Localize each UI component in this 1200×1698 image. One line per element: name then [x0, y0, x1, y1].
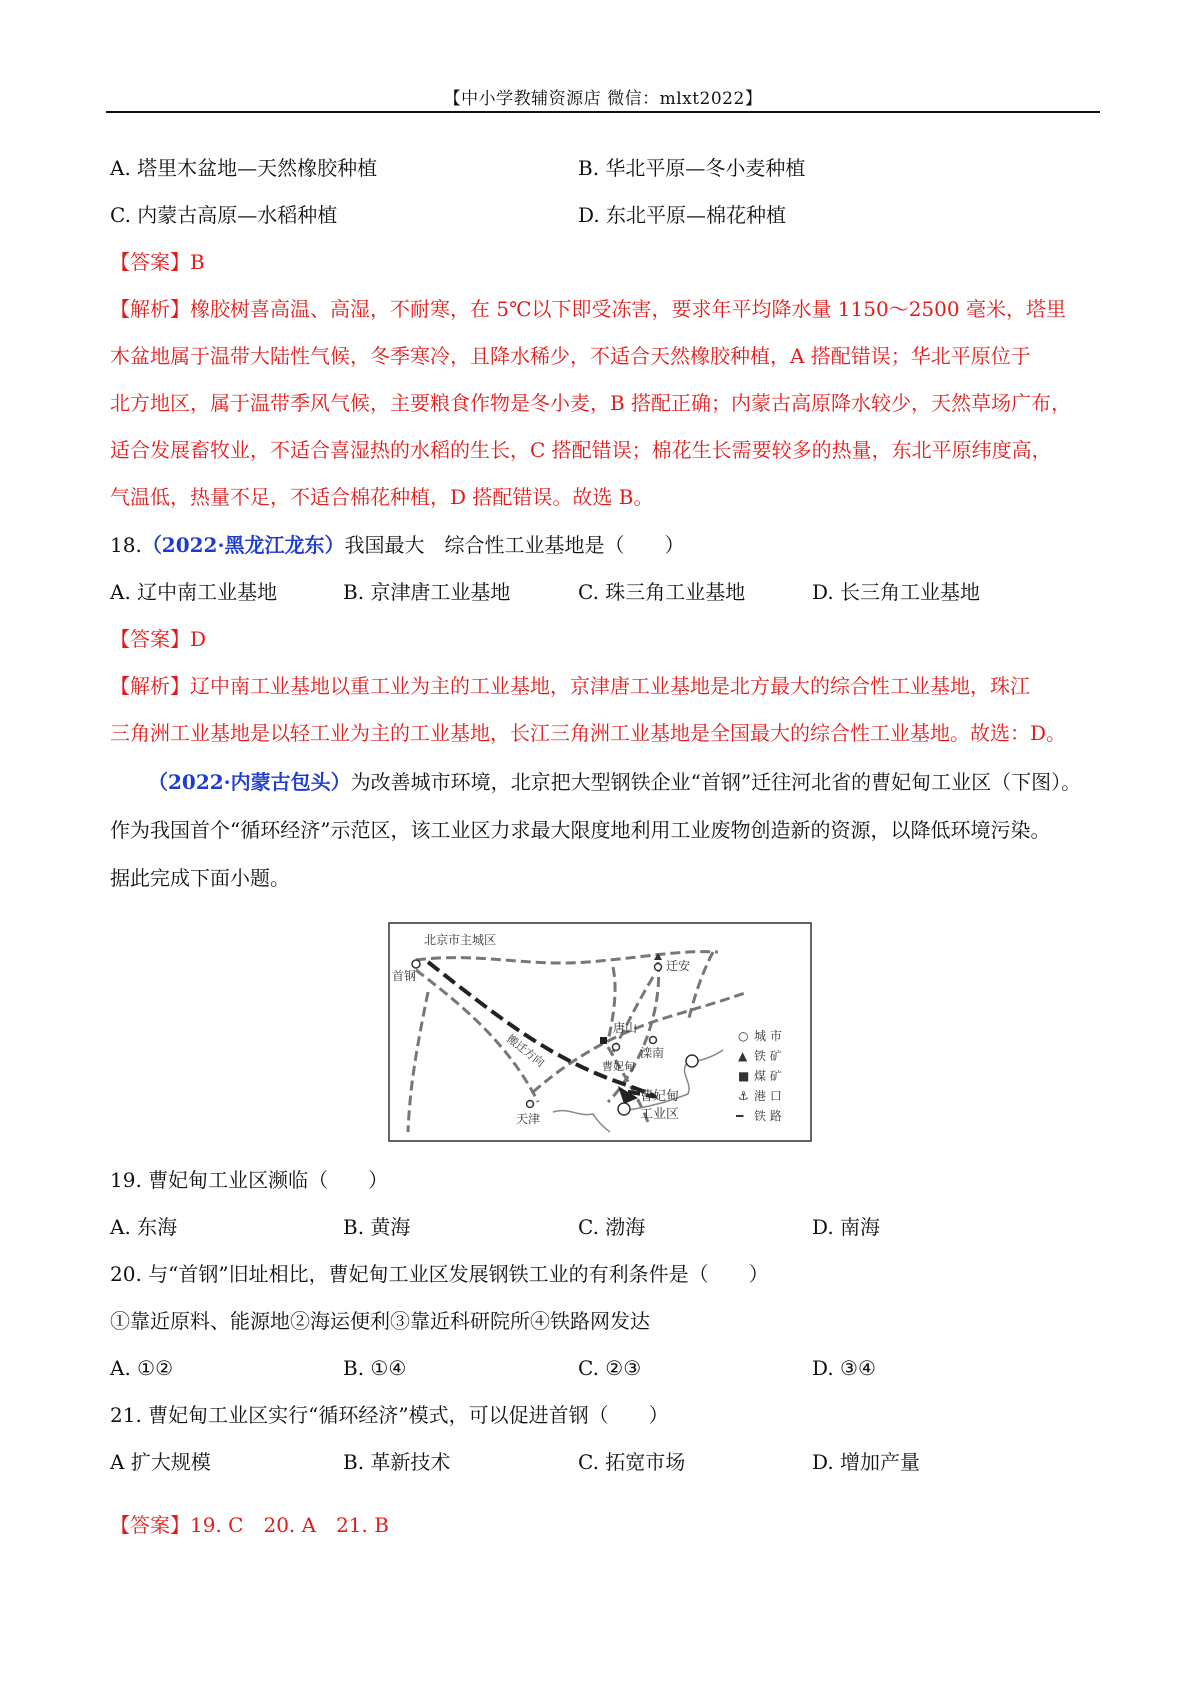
answer-value: B	[190, 250, 205, 274]
answer-value: 19. C 20. A 21. B	[190, 1513, 389, 1537]
q18-answer	[110, 624, 206, 654]
q17-option-d: D. 东北平原—棉花种植	[578, 203, 787, 227]
tangshan-marker	[613, 1044, 620, 1051]
legend-port-icon: ⚓	[738, 1089, 749, 1103]
q18-option-c: C. 珠三角工业基地	[578, 580, 746, 604]
q17-analysis-line: 木盆地属于温带大陆性气候，冬季寒冷，且降水稀少，不适合天然橡胶种植，A 搭配错误；华北平原位于	[110, 344, 1031, 368]
page-header: 【中小学教辅资源店 微信：mlxt2022】	[443, 89, 763, 109]
caofeidian-map	[388, 922, 812, 1142]
legend-label: 铁 路	[754, 1109, 782, 1123]
q18-option-b: B. 京津唐工业基地	[343, 580, 511, 604]
legend-iron-icon: ▲	[738, 1049, 748, 1063]
map-label: 迁安	[666, 959, 691, 973]
passage-line	[148, 767, 1081, 797]
answer-value: D	[190, 627, 207, 651]
q17-option-c: C. 内蒙古高原—水稻种植	[110, 203, 338, 227]
q19-option-d: D. 南海	[812, 1215, 881, 1239]
q20-option-c: C. ②③	[578, 1356, 642, 1380]
map-label: 曹妃甸	[602, 1060, 635, 1073]
q19-option-a: A. 东海	[110, 1215, 178, 1239]
map-label: 首钢	[392, 969, 417, 983]
port-marker	[686, 1055, 698, 1067]
q18-option-a: A. 辽中南工业基地	[110, 580, 278, 604]
coal-mine-marker	[600, 1037, 607, 1044]
map-label: 曹妃甸	[640, 1089, 680, 1104]
q17-option-a: A. 塔里木盆地—天然橡胶种植	[110, 156, 378, 180]
legend-label: 铁 矿	[754, 1049, 782, 1063]
q19-21-answer	[110, 1510, 389, 1540]
port-marker	[618, 1103, 630, 1115]
map-label: 工业区	[640, 1107, 680, 1122]
q17-analysis-line	[110, 294, 1066, 324]
map-label: 北京市主城区	[424, 933, 497, 947]
answer-tag: 【答案】	[110, 627, 190, 651]
legend-label: 煤 矿	[754, 1069, 782, 1083]
q19-option-c: C. 渤海	[578, 1215, 646, 1239]
question-number: 18.	[110, 533, 142, 557]
q20-option-b: B. ①④	[343, 1356, 407, 1380]
q18-analysis-line: 三角洲工业基地是以轻工业为主的工业基地，长江三角洲工业基地是全国最大的综合性工业基地。故选：D。	[110, 721, 1067, 745]
q19-stem: 19. 曹妃甸工业区濒临（ ）	[110, 1168, 389, 1192]
q18-analysis-line	[110, 671, 1030, 701]
q21-option-b: B. 革新技术	[343, 1450, 451, 1474]
q18-stem	[110, 530, 684, 560]
q21-option-c: C. 拓宽市场	[578, 1450, 686, 1474]
q20-stem: 20. 与“首钢”旧址相比，曹妃甸工业区发展钢铁工业的有利条件是（ ）	[110, 1262, 769, 1286]
passage-source: （2022·内蒙古包头）	[148, 770, 351, 794]
qianan-marker	[655, 964, 662, 971]
map-label: 唐山	[613, 1021, 638, 1035]
analysis-text: 橡胶树喜高温、高湿，不耐寒，在 5℃以下即受冻害，要求年平均降水量 1150～2500 毫米，塔里	[190, 297, 1066, 321]
legend-label: 城 市	[754, 1029, 782, 1043]
q20-option-d: D. ③④	[812, 1356, 876, 1380]
q17-option-b: B. 华北平原—冬小麦种植	[578, 156, 806, 180]
legend-coal-icon: ■	[738, 1069, 750, 1083]
map-label: 滦南	[640, 1046, 665, 1060]
q21-option-d: D. 增加产量	[812, 1450, 921, 1474]
q18-option-d: D. 长三角工业基地	[812, 580, 981, 604]
q17-answer	[110, 247, 205, 277]
answer-tag: 【答案】	[110, 1513, 190, 1537]
legend-city-icon: ○	[738, 1029, 749, 1043]
q17-analysis-line: 气温低，热量不足，不适合棉花种植，D 搭配错误。故选 B。	[110, 485, 654, 509]
q21-option-a: A 扩大规模	[110, 1450, 211, 1474]
legend-label: 港 口	[754, 1089, 782, 1103]
passage-text: 为改善城市环境，北京把大型钢铁企业“首钢”迁往河北省的曹妃甸工业区（下图）。	[350, 770, 1082, 794]
luannan-marker	[650, 1037, 657, 1044]
tianjin-marker	[527, 1101, 534, 1108]
map-label: 天津	[516, 1112, 541, 1126]
map-label: 搬迁方向	[504, 1032, 547, 1070]
legend-railway-icon: ━	[736, 1109, 744, 1123]
question-source: （2022·黑龙江龙东）	[141, 533, 345, 557]
question-text: 我国最大 综合性工业基地是（ ）	[344, 533, 685, 557]
q17-analysis-line: 北方地区，属于温带季风气候，主要粮食作物是冬小麦，B 搭配正确；内蒙古高原降水较少，天然草场广布，	[110, 391, 1072, 415]
q21-stem: 21. 曹妃甸工业区实行“循环经济”模式，可以促进首钢（ ）	[110, 1403, 669, 1427]
q17-analysis-line: 适合发展畜牧业，不适合喜湿热的水稻的生长，C 搭配错误；棉花生长需要较多的热量，东北平原纬度高，	[110, 438, 1052, 462]
passage-line: 据此完成下面小题。	[110, 866, 290, 890]
answer-tag: 【答案】	[110, 250, 190, 274]
header-divider	[106, 111, 1100, 113]
q20-conditions: ①靠近原料、能源地②海运便利③靠近科研院所④铁路网发达	[110, 1309, 650, 1333]
analysis-tag: 【解析】	[110, 674, 190, 698]
analysis-tag: 【解析】	[110, 297, 190, 321]
q19-option-b: B. 黄海	[343, 1215, 411, 1239]
analysis-text: 辽中南工业基地以重工业为主的工业基地，京津唐工业基地是北方最大的综合性工业基地，珠江	[190, 674, 1030, 698]
q20-option-a: A. ①②	[110, 1356, 174, 1380]
shougang-marker	[412, 960, 420, 968]
passage-line: 作为我国首个“循环经济”示范区，该工业区力求最大限度地利用工业废物创造新的资源，以降低环境污染。	[110, 818, 1051, 842]
